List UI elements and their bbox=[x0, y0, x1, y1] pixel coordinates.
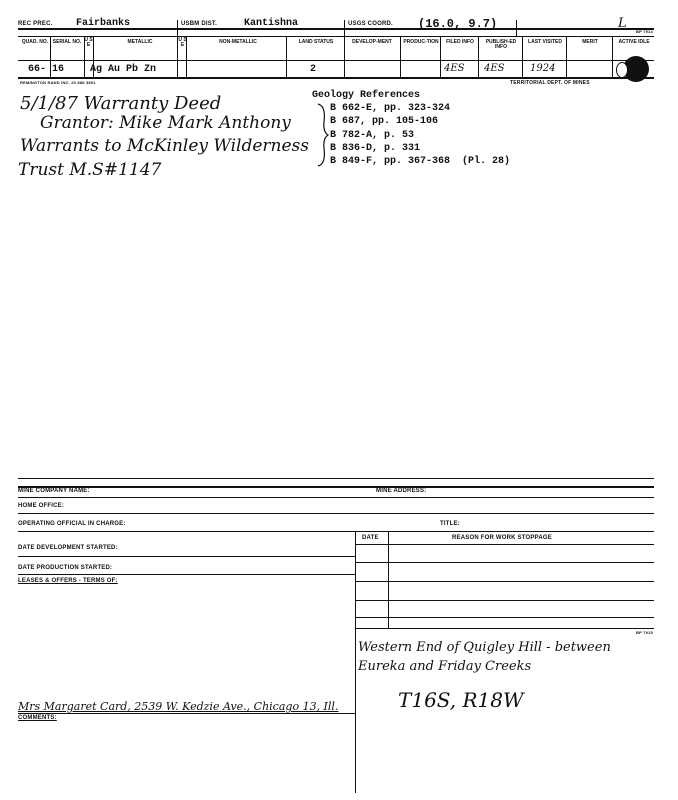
quad-no-header: QUAD. NO. bbox=[21, 39, 49, 45]
sep-filed bbox=[440, 36, 441, 77]
filed-info-value: 4ES bbox=[444, 63, 465, 74]
brace-icon bbox=[316, 102, 330, 168]
rec-prec-value: Fairbanks bbox=[76, 18, 131, 29]
mine-address-label: MINE ADDRESS: bbox=[376, 488, 427, 494]
metallic-value: Ag Au Pb Zn bbox=[90, 64, 157, 75]
development-header: DEVELOP-MENT bbox=[352, 39, 392, 45]
rule-3 bbox=[18, 531, 654, 532]
usbm-dist-label: USBM DIST. bbox=[181, 21, 218, 27]
table-left-border bbox=[355, 531, 356, 793]
land-status-value: 2 bbox=[310, 64, 317, 75]
sep-pub bbox=[478, 36, 479, 77]
usgs-coord-value: (16.0, 9.7) bbox=[418, 17, 498, 31]
filed-info-header: FILED INFO bbox=[446, 39, 474, 45]
handwritten-note-line1: 5/1/87 Warranty Deed bbox=[20, 93, 222, 114]
geology-ref-2: B 687, pp. 105-106 bbox=[330, 116, 439, 127]
date-production-label: DATE PRODUCTION STARTED: bbox=[18, 565, 113, 571]
date-development-label: DATE DEVELOPMENT STARTED: bbox=[18, 545, 118, 551]
sep-prod bbox=[400, 36, 401, 77]
published-info-header: PUBLISH-ED INFO bbox=[485, 39, 517, 50]
location-note-line1: Western End of Quigley Hill - between bbox=[358, 640, 611, 655]
location-note-line3: T16S, R18W bbox=[398, 688, 524, 712]
sep-active bbox=[612, 36, 613, 77]
metallic-header: METALLIC bbox=[127, 39, 153, 45]
geology-ref-3: B 782-A, p. 53 bbox=[330, 130, 415, 141]
sep-last bbox=[522, 36, 523, 77]
sep-usgs bbox=[344, 20, 345, 77]
title-label: TITLE: bbox=[440, 521, 460, 527]
territorial-dept: TERRITORIAL DEPT. OF MINES bbox=[510, 80, 590, 86]
header-sub-rule bbox=[18, 60, 654, 61]
rule-1 bbox=[18, 497, 654, 498]
operating-official-label: OPERATING OFFICIAL IN CHARGE: bbox=[18, 521, 126, 527]
last-visited-header: LAST VISITED bbox=[528, 39, 562, 45]
production-header: PRODUC-TION bbox=[403, 39, 439, 45]
date-column-header: DATE bbox=[362, 535, 379, 541]
table-rule-3 bbox=[355, 581, 654, 582]
comments-label: COMMENTS: bbox=[18, 715, 57, 721]
fold-rule bbox=[18, 478, 654, 479]
handwritten-note-line4: Trust M.S#1147 bbox=[18, 160, 162, 180]
active-idle-header: ACTIVE IDLE bbox=[618, 39, 650, 45]
rec-prec-label: REC PREC. bbox=[18, 21, 53, 27]
quad-serial-value: 66- 16 bbox=[28, 64, 65, 75]
use-header-2: U S E bbox=[178, 37, 187, 48]
geology-ref-5: B 849-F, pp. 367-368 (Pl. 28) bbox=[330, 156, 511, 167]
usgs-coord-label: USGS COORD. bbox=[348, 21, 393, 27]
table-rule-2 bbox=[355, 562, 654, 563]
handwritten-note-line2: Grantor: Mike Mark Anthony bbox=[40, 113, 291, 133]
reason-column-header: REASON FOR WORK STOPPAGE bbox=[452, 535, 552, 541]
home-office-label: HOME OFFICE: bbox=[18, 503, 65, 509]
sep-merit bbox=[566, 36, 567, 77]
leases-label: LEASES & OFFERS - TERMS OF: bbox=[18, 578, 118, 584]
lower-top-rule bbox=[18, 486, 654, 488]
rule-6 bbox=[18, 713, 355, 714]
active-idle-ring-icon bbox=[616, 62, 628, 78]
handwritten-note-line3: Warrants to McKinley Wilderness bbox=[20, 136, 309, 156]
corner-letter: L bbox=[618, 16, 627, 31]
sep-land bbox=[286, 36, 287, 77]
last-visited-value: 1924 bbox=[530, 63, 556, 74]
rule-5 bbox=[18, 574, 355, 575]
non-metallic-header: NON-METALLIC bbox=[219, 39, 257, 45]
serial-no-header: SERIAL NO. bbox=[52, 39, 82, 45]
header-bottom-rule bbox=[18, 77, 654, 79]
table-rule-5 bbox=[355, 617, 654, 618]
geology-heading: Geology References bbox=[312, 90, 421, 101]
rule-2 bbox=[18, 513, 654, 514]
published-info-value: 4ES bbox=[484, 63, 505, 74]
location-note-line2: Eureka and Friday Creeks bbox=[358, 659, 532, 674]
address-note: Mrs Margaret Card, 2539 W. Kedzie Ave., Chicago 13, Ill. bbox=[18, 700, 339, 713]
land-status-header: LAND STATUS bbox=[298, 39, 334, 45]
header-mid-rule bbox=[18, 36, 654, 37]
geology-ref-4: B 836-D, p. 331 bbox=[330, 143, 421, 154]
mine-company-name-label: MINE COMPANY NAME: bbox=[18, 488, 90, 494]
table-rule-1 bbox=[355, 544, 654, 545]
sep-coord-end bbox=[516, 20, 517, 36]
rule-4 bbox=[18, 556, 355, 557]
table-rule-6 bbox=[355, 628, 654, 629]
printer-line: REMINGTON RAND INC. 20 888 3801 bbox=[20, 80, 96, 85]
table-rule-4 bbox=[355, 600, 654, 601]
merit-header: MERIT bbox=[582, 39, 598, 45]
usbm-dist-value: Kantishna bbox=[244, 18, 299, 29]
sep-usbm bbox=[177, 20, 178, 77]
table-date-sep bbox=[388, 531, 389, 629]
geology-ref-1: B 662-E, pp. 323-324 bbox=[330, 103, 451, 114]
form-number: BP 7914 bbox=[636, 29, 653, 34]
form-number-small: BP 7915 bbox=[636, 630, 653, 635]
use-header-1: U S E bbox=[84, 37, 93, 48]
